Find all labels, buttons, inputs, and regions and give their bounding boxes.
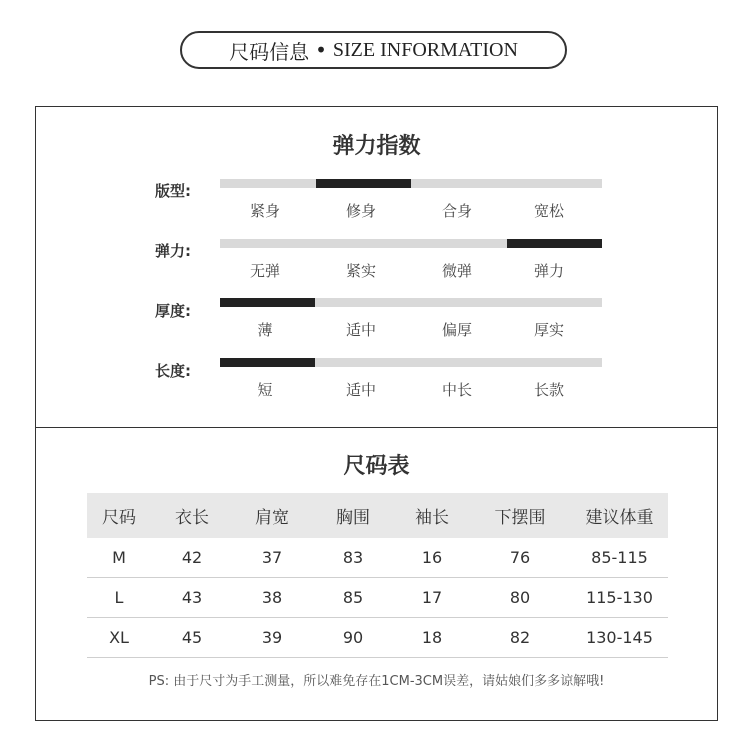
stretch-option: 紧实 xyxy=(345,262,376,280)
cell-chest: 83 xyxy=(311,538,395,578)
cell-hem: 82 xyxy=(469,618,571,658)
table-row xyxy=(87,538,668,578)
header-weight: 建议体重 xyxy=(571,493,668,538)
cell-sleeve: 17 xyxy=(395,578,469,618)
cell-sleeve: 16 xyxy=(395,538,469,578)
header-chest: 胸围 xyxy=(311,493,395,538)
cell-length: 45 xyxy=(151,618,233,658)
thickness-option: 薄 xyxy=(257,321,273,339)
cell-length: 43 xyxy=(151,578,233,618)
fit-option: 宽松 xyxy=(533,202,564,220)
header-size: 尺码 xyxy=(87,493,151,538)
size-table-title: 尺码表 xyxy=(343,454,410,479)
thickness-option: 适中 xyxy=(345,321,376,339)
fit-indicator xyxy=(316,179,411,188)
header-sleeve: 袖长 xyxy=(395,493,469,538)
header-separator: • xyxy=(315,38,327,62)
header-title-cn: 尺码信息 xyxy=(229,39,310,64)
header-title-en: SIZE INFORMATION xyxy=(332,38,518,61)
fit-option: 紧身 xyxy=(249,202,280,220)
cell-weight: 130-145 xyxy=(571,618,668,658)
table-row xyxy=(87,578,668,618)
footnote: PS: 由于尺寸为手工测量，所以难免存在1CM-3CM误差，请姑娘们多多谅解哦! xyxy=(148,674,605,689)
fit-label: 版型: xyxy=(155,182,191,200)
header-hem: 下摆围 xyxy=(469,493,571,538)
stretch-option: 微弹 xyxy=(441,262,472,280)
info-frame xyxy=(35,106,718,721)
cell-shoulder: 38 xyxy=(233,578,311,618)
thickness-label: 厚度: xyxy=(155,302,191,320)
stretch-option: 无弹 xyxy=(249,262,280,280)
cell-weight: 85-115 xyxy=(571,538,668,578)
cell-shoulder: 39 xyxy=(233,618,311,658)
size-table-header-row xyxy=(87,493,668,538)
fit-option: 合身 xyxy=(441,202,472,220)
length-option: 长款 xyxy=(533,381,564,399)
cell-sleeve: 18 xyxy=(395,618,469,658)
size-table xyxy=(87,493,668,658)
size-info-header xyxy=(180,31,567,69)
table-row xyxy=(87,618,668,658)
length-option: 短 xyxy=(257,381,273,399)
length-label: 长度: xyxy=(155,362,191,380)
stretch-option: 弹力 xyxy=(533,262,564,280)
cell-shoulder: 37 xyxy=(233,538,311,578)
header-length: 衣长 xyxy=(151,493,233,538)
fit-option: 修身 xyxy=(345,202,376,220)
stretch-indicator xyxy=(507,239,602,248)
length-option: 适中 xyxy=(345,381,376,399)
thickness-track xyxy=(220,298,602,307)
cell-weight: 115-130 xyxy=(571,578,668,618)
length-indicator xyxy=(220,358,315,367)
header-shoulder: 肩宽 xyxy=(233,493,311,538)
cell-chest: 90 xyxy=(311,618,395,658)
cell-length: 42 xyxy=(151,538,233,578)
cell-size: XL xyxy=(87,618,151,658)
cell-size: L xyxy=(87,578,151,618)
length-option: 中长 xyxy=(441,381,472,399)
cell-chest: 85 xyxy=(311,578,395,618)
elasticity-title: 弹力指数 xyxy=(332,134,421,159)
thickness-indicator xyxy=(220,298,315,307)
cell-hem: 80 xyxy=(469,578,571,618)
thickness-option: 厚实 xyxy=(533,321,564,339)
cell-size: M xyxy=(87,538,151,578)
fit-track xyxy=(220,179,602,188)
stretch-label: 弹力: xyxy=(155,242,191,260)
thickness-option: 偏厚 xyxy=(441,321,472,339)
section-divider xyxy=(36,427,717,428)
cell-hem: 76 xyxy=(469,538,571,578)
stretch-track xyxy=(220,239,602,248)
length-track xyxy=(220,358,602,367)
